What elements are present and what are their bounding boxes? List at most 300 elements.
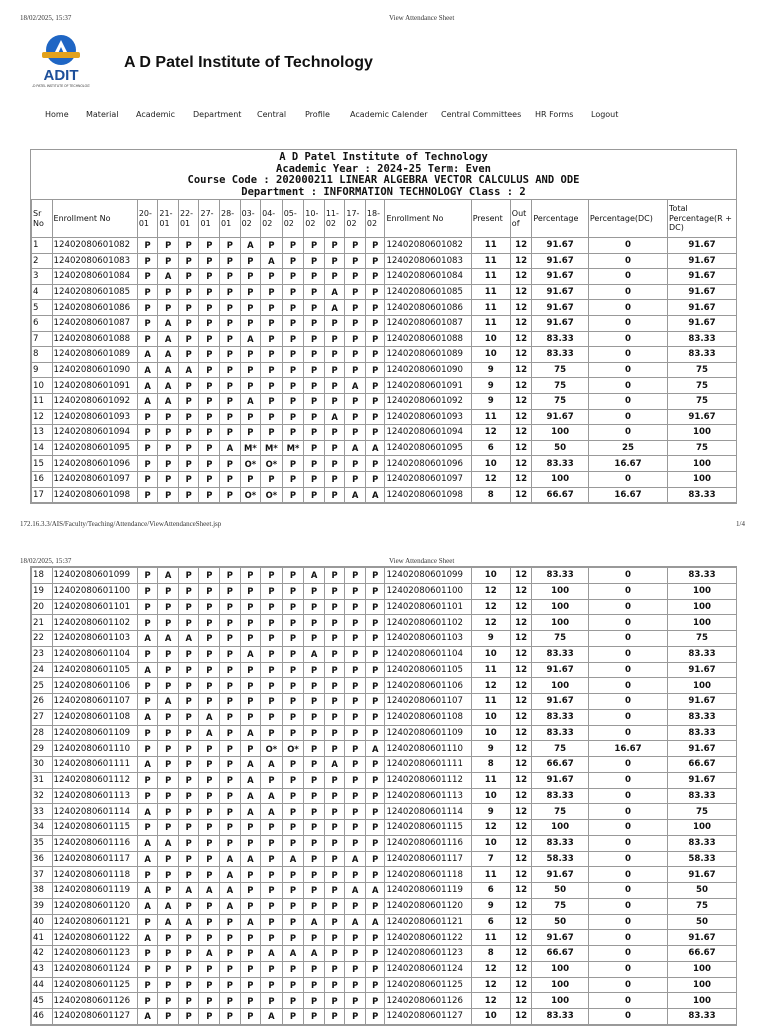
attendance-status-cell: P (282, 331, 304, 347)
attendance-status-cell: P (178, 238, 199, 254)
stat-cell: 91.67 (532, 694, 589, 710)
attendance-status-cell: P (240, 662, 261, 678)
attendance-status-cell: P (240, 284, 261, 300)
attendance-status-cell: P (324, 993, 345, 1009)
attendance-status-cell: P (304, 583, 325, 599)
attendance-status-cell: P (158, 741, 179, 757)
stat-cell: 0 (588, 238, 667, 254)
stat-cell: 12 (510, 425, 532, 441)
stat-cell: 91.67 (532, 867, 589, 883)
stat-cell: 66.67 (668, 757, 737, 773)
attendance-status-cell: P (158, 930, 179, 946)
enrollment-cell: 12402080601126 (52, 993, 137, 1009)
table-row (32, 741, 737, 757)
attendance-status-cell: P (282, 961, 304, 977)
attendance-status-cell: A (261, 253, 283, 269)
attendance-status-cell: P (261, 238, 283, 254)
attendance-status-cell: P (240, 425, 261, 441)
attendance-status-cell: P (199, 269, 220, 285)
stat-cell: 0 (588, 347, 667, 363)
attendance-status-cell: P (365, 977, 385, 993)
attendance-status-cell: P (304, 851, 325, 867)
attendance-status-cell: A (324, 409, 345, 425)
attendance-status-cell: P (282, 725, 304, 741)
adit-logo-icon[interactable] (32, 32, 90, 96)
stat-cell: 0 (588, 772, 667, 788)
column-header: 17-02 (345, 200, 366, 238)
attendance-status-cell: A (199, 946, 220, 962)
stat-cell: 12 (471, 425, 510, 441)
column-header: 20-01 (137, 200, 158, 238)
attendance-status-cell: P (220, 694, 241, 710)
attendance-status-cell: A (240, 804, 261, 820)
table-row (32, 993, 737, 1009)
attendance-status-cell: P (137, 678, 158, 694)
stat-cell: 0 (588, 930, 667, 946)
attendance-status-cell: P (178, 440, 199, 456)
attendance-status-cell: P (220, 788, 241, 804)
attendance-status-cell: P (158, 1009, 179, 1025)
nav-central-committees[interactable]: Central Committees (441, 110, 522, 119)
attendance-status-cell: A (365, 440, 385, 456)
enrollment-cell: 12402080601111 (385, 757, 471, 773)
attendance-status-cell: P (178, 599, 199, 615)
stat-cell: 9 (471, 741, 510, 757)
stat-cell: 83.33 (668, 646, 737, 662)
attendance-status-cell: P (365, 993, 385, 1009)
attendance-status-cell: P (345, 993, 366, 1009)
attendance-status-cell: P (240, 1009, 261, 1025)
table-row (32, 284, 737, 300)
sr-no-cell: 25 (32, 678, 53, 694)
stat-cell: 12 (510, 757, 532, 773)
attendance-status-cell: P (199, 851, 220, 867)
attendance-status-cell: P (220, 409, 241, 425)
attendance-status-cell: A (365, 741, 385, 757)
stat-cell: 12 (510, 946, 532, 962)
attendance-status-cell: P (365, 961, 385, 977)
attendance-status-cell: P (158, 709, 179, 725)
table-row (32, 757, 737, 773)
stat-cell: 12 (510, 393, 532, 409)
attendance-status-cell: A (324, 284, 345, 300)
attendance-status-cell: P (137, 331, 158, 347)
attendance-status-cell: P (304, 487, 325, 503)
stat-cell: 12 (510, 300, 532, 316)
attendance-status-cell: A (158, 378, 179, 394)
attendance-status-cell: P (261, 315, 283, 331)
sr-no-cell: 30 (32, 757, 53, 773)
attendance-status-cell: P (240, 867, 261, 883)
attendance-status-cell: P (365, 788, 385, 804)
column-header: 22-01 (178, 200, 199, 238)
sr-no-cell: 19 (32, 583, 53, 599)
stat-cell: 83.33 (532, 646, 589, 662)
stat-cell: 0 (588, 709, 667, 725)
stat-cell: 12 (510, 440, 532, 456)
sr-no-cell: 2 (32, 253, 53, 269)
attendance-status-cell: P (365, 378, 385, 394)
attendance-status-cell: A (137, 362, 158, 378)
stat-cell: 0 (588, 615, 667, 631)
attendance-status-cell: P (365, 393, 385, 409)
attendance-status-cell: P (324, 315, 345, 331)
attendance-status-cell: P (199, 568, 220, 584)
attendance-status-cell: A (137, 378, 158, 394)
sr-no-cell: 35 (32, 835, 53, 851)
attendance-status-cell: A (158, 362, 179, 378)
attendance-status-cell: P (199, 378, 220, 394)
attendance-status-cell: P (178, 851, 199, 867)
sr-no-cell: 27 (32, 709, 53, 725)
stat-cell: 0 (588, 993, 667, 1009)
attendance-status-cell: A (240, 331, 261, 347)
enrollment-cell: 12402080601097 (52, 471, 137, 487)
table-row (32, 393, 737, 409)
stat-cell: 6 (471, 883, 510, 899)
attendance-status-cell: P (261, 362, 283, 378)
stat-cell: 91.67 (668, 300, 737, 316)
attendance-status-cell: P (199, 615, 220, 631)
stat-cell: 8 (471, 757, 510, 773)
sr-no-cell: 20 (32, 599, 53, 615)
attendance-status-cell: P (324, 253, 345, 269)
stat-cell: 9 (471, 378, 510, 394)
attendance-status-cell: P (324, 851, 345, 867)
stat-cell: 100 (668, 599, 737, 615)
stat-cell: 12 (510, 820, 532, 836)
attendance-status-cell: P (199, 284, 220, 300)
enrollment-cell: 12402080601122 (385, 930, 471, 946)
attendance-status-cell: A (240, 646, 261, 662)
attendance-status-cell: P (220, 662, 241, 678)
attendance-status-cell: P (304, 456, 325, 472)
attendance-status-cell: P (178, 253, 199, 269)
attendance-status-cell: P (365, 269, 385, 285)
stat-cell: 9 (471, 804, 510, 820)
attendance-status-cell: P (345, 269, 366, 285)
nav-profile[interactable]: Profile (305, 110, 330, 119)
attendance-status-cell: A (261, 788, 283, 804)
enrollment-cell: 12402080601109 (385, 725, 471, 741)
attendance-status-cell: P (240, 300, 261, 316)
stat-cell: 75 (668, 631, 737, 647)
attendance-status-cell: P (137, 946, 158, 962)
attendance-status-cell: P (158, 599, 179, 615)
attendance-status-cell: O* (261, 456, 283, 472)
attendance-status-cell: P (240, 315, 261, 331)
attendance-status-cell: P (261, 930, 283, 946)
attendance-status-cell: P (178, 456, 199, 472)
stat-cell: 0 (588, 315, 667, 331)
table-row (32, 300, 737, 316)
attendance-status-cell: P (220, 393, 241, 409)
attendance-status-cell: P (365, 725, 385, 741)
attendance-status-cell: A (178, 631, 199, 647)
attendance-status-cell: P (324, 331, 345, 347)
attendance-status-cell: P (324, 1009, 345, 1025)
stat-cell: 11 (471, 409, 510, 425)
attendance-status-cell: P (137, 583, 158, 599)
stat-cell: 100 (532, 993, 589, 1009)
stat-cell: 11 (471, 253, 510, 269)
attendance-status-cell: P (324, 378, 345, 394)
attendance-status-cell: P (365, 238, 385, 254)
stat-cell: 16.67 (588, 456, 667, 472)
attendance-status-cell: P (158, 238, 179, 254)
enrollment-cell: 12402080601102 (385, 615, 471, 631)
nav-academic-calender[interactable]: Academic Calender (350, 110, 428, 119)
sr-no-cell: 29 (32, 741, 53, 757)
stat-cell: 12 (510, 883, 532, 899)
attendance-status-cell: P (137, 914, 158, 930)
attendance-status-cell: P (304, 253, 325, 269)
stat-cell: 9 (471, 393, 510, 409)
attendance-status-cell: P (178, 946, 199, 962)
stat-cell: 12 (471, 471, 510, 487)
stat-cell: 12 (510, 914, 532, 930)
nav-academic[interactable]: Academic (136, 110, 176, 119)
attendance-status-cell: P (304, 694, 325, 710)
stat-cell: 8 (471, 487, 510, 503)
attendance-status-cell: P (304, 440, 325, 456)
attendance-status-cell: A (345, 914, 366, 930)
attendance-status-cell: P (199, 898, 220, 914)
stat-cell: 12 (471, 977, 510, 993)
attendance-status-cell: P (282, 583, 304, 599)
stat-cell: 91.67 (668, 694, 737, 710)
attendance-status-cell: P (137, 253, 158, 269)
attendance-status-cell: P (240, 568, 261, 584)
stat-cell: 0 (588, 898, 667, 914)
stat-cell: 83.33 (668, 788, 737, 804)
attendance-status-cell: P (324, 694, 345, 710)
attendance-status-cell: P (324, 772, 345, 788)
attendance-status-cell: P (199, 440, 220, 456)
attendance-status-cell: P (282, 253, 304, 269)
attendance-status-cell: P (324, 835, 345, 851)
stat-cell: 12 (510, 772, 532, 788)
attendance-status-cell: P (324, 898, 345, 914)
enrollment-cell: 12402080601087 (385, 315, 471, 331)
attendance-status-cell: P (365, 930, 385, 946)
enrollment-cell: 12402080601094 (52, 425, 137, 441)
stat-cell: 83.33 (668, 1009, 737, 1025)
attendance-status-cell: P (324, 914, 345, 930)
stat-cell: 83.33 (532, 456, 589, 472)
stat-cell: 100 (532, 678, 589, 694)
nav-central[interactable]: Central (257, 110, 287, 119)
attendance-status-cell: P (365, 946, 385, 962)
nav-home[interactable]: Home (45, 110, 69, 119)
nav-department[interactable]: Department (193, 110, 242, 119)
attendance-status-cell: P (137, 615, 158, 631)
stat-cell: 11 (471, 930, 510, 946)
attendance-status-cell: P (137, 300, 158, 316)
table-row (32, 362, 737, 378)
enrollment-cell: 12402080601112 (52, 772, 137, 788)
column-header: 11-02 (324, 200, 345, 238)
attendance-status-cell: A (158, 347, 179, 363)
sr-no-cell: 9 (32, 362, 53, 378)
stat-cell: 75 (532, 741, 589, 757)
table-row (32, 709, 737, 725)
attendance-status-cell: A (220, 883, 241, 899)
attendance-status-cell: A (345, 883, 366, 899)
table-row (32, 930, 737, 946)
stat-cell: 12 (471, 820, 510, 836)
nav-logout[interactable]: Logout (591, 110, 619, 119)
attendance-status-cell: P (220, 568, 241, 584)
attendance-status-cell: P (137, 741, 158, 757)
enrollment-cell: 12402080601105 (52, 662, 137, 678)
stat-cell: 12 (510, 599, 532, 615)
enrollment-cell: 12402080601103 (385, 631, 471, 647)
stat-cell: 10 (471, 568, 510, 584)
attendance-status-cell: A (199, 883, 220, 899)
sr-no-cell: 7 (32, 331, 53, 347)
attendance-status-cell: P (324, 631, 345, 647)
attendance-status-cell: P (261, 977, 283, 993)
attendance-status-cell: P (345, 835, 366, 851)
attendance-status-cell: P (158, 788, 179, 804)
stat-cell: 11 (471, 284, 510, 300)
attendance-status-cell: P (137, 284, 158, 300)
attendance-status-cell: P (158, 300, 179, 316)
column-header: 27-01 (199, 200, 220, 238)
stat-cell: 10 (471, 709, 510, 725)
attendance-status-cell: P (261, 583, 283, 599)
attendance-status-cell: P (240, 709, 261, 725)
attendance-status-cell: A (137, 930, 158, 946)
attendance-status-cell: A (345, 851, 366, 867)
attendance-status-cell: P (261, 568, 283, 584)
attendance-status-cell: P (324, 583, 345, 599)
attendance-status-cell: P (220, 646, 241, 662)
attendance-status-cell: P (282, 977, 304, 993)
stat-cell: 100 (532, 615, 589, 631)
attendance-status-cell: P (345, 804, 366, 820)
stat-cell: 0 (588, 471, 667, 487)
column-header: Total Percentage(R + DC) (668, 200, 737, 238)
enrollment-cell: 12402080601093 (385, 409, 471, 425)
attendance-status-cell: P (345, 315, 366, 331)
attendance-status-cell: A (158, 393, 179, 409)
attendance-status-cell: P (178, 284, 199, 300)
column-header: Percentage (532, 200, 589, 238)
attendance-status-cell: P (324, 930, 345, 946)
attendance-status-cell: P (158, 583, 179, 599)
attendance-status-cell: P (240, 269, 261, 285)
stat-cell: 12 (471, 961, 510, 977)
stat-cell: 83.33 (668, 331, 737, 347)
sr-no-cell: 45 (32, 993, 53, 1009)
attendance-status-cell: P (324, 725, 345, 741)
attendance-status-cell: P (178, 487, 199, 503)
attendance-status-cell: A (137, 898, 158, 914)
stat-cell: 11 (471, 694, 510, 710)
enrollment-cell: 12402080601127 (385, 1009, 471, 1025)
attendance-status-cell: P (178, 393, 199, 409)
attendance-status-cell: A (324, 757, 345, 773)
attendance-status-cell: P (345, 1009, 366, 1025)
stat-cell: 83.33 (532, 788, 589, 804)
nav-material[interactable]: Material (86, 110, 119, 119)
enrollment-cell: 12402080601107 (385, 694, 471, 710)
stat-cell: 100 (668, 977, 737, 993)
table-row (32, 867, 737, 883)
attendance-status-cell: M* (282, 440, 304, 456)
enrollment-cell: 12402080601124 (52, 961, 137, 977)
table-row (32, 1009, 737, 1025)
attendance-status-cell: P (345, 425, 366, 441)
attendance-status-cell: P (158, 487, 179, 503)
attendance-status-cell: P (304, 993, 325, 1009)
attendance-status-cell: O* (261, 487, 283, 503)
sheet-header (31, 150, 736, 199)
sr-no-cell: 36 (32, 851, 53, 867)
enrollment-cell: 12402080601098 (385, 487, 471, 503)
attendance-status-cell: P (261, 284, 283, 300)
column-header: Sr No (32, 200, 53, 238)
attendance-status-cell: P (178, 804, 199, 820)
attendance-status-cell: P (199, 238, 220, 254)
attendance-status-cell: P (199, 646, 220, 662)
attendance-status-cell: P (199, 347, 220, 363)
attendance-status-cell: A (137, 883, 158, 899)
attendance-status-cell: P (304, 393, 325, 409)
attendance-status-cell: P (282, 883, 304, 899)
attendance-status-cell: P (282, 315, 304, 331)
stat-cell: 75 (668, 898, 737, 914)
attendance-status-cell: P (261, 898, 283, 914)
attendance-status-cell: P (304, 898, 325, 914)
attendance-status-cell: P (304, 788, 325, 804)
enrollment-cell: 12402080601086 (385, 300, 471, 316)
attendance-status-cell: P (240, 930, 261, 946)
sr-no-cell: 38 (32, 883, 53, 899)
sheet-department: Department : INFORMATION TECHNOLOGY Class : 2 (241, 185, 526, 198)
attendance-status-cell: P (365, 757, 385, 773)
attendance-status-cell: P (365, 253, 385, 269)
attendance-status-cell: P (158, 725, 179, 741)
attendance-status-cell: P (158, 253, 179, 269)
attendance-status-cell: P (199, 867, 220, 883)
attendance-status-cell: P (324, 269, 345, 285)
stat-cell: 0 (588, 284, 667, 300)
enrollment-cell: 12402080601106 (385, 678, 471, 694)
attendance-status-cell: P (324, 662, 345, 678)
attendance-status-cell: P (220, 583, 241, 599)
attendance-status-cell: P (304, 662, 325, 678)
stat-cell: 50 (668, 883, 737, 899)
attendance-status-cell: A (304, 946, 325, 962)
stat-cell: 12 (510, 835, 532, 851)
attendance-status-cell: P (365, 300, 385, 316)
sr-no-cell: 33 (32, 804, 53, 820)
attendance-status-cell: P (137, 487, 158, 503)
enrollment-cell: 12402080601125 (52, 977, 137, 993)
attendance-status-cell: P (199, 835, 220, 851)
attendance-table-continued (31, 567, 737, 1025)
attendance-status-cell: P (282, 820, 304, 836)
nav-hr-forms[interactable]: HR Forms (535, 110, 574, 119)
attendance-status-cell: P (178, 772, 199, 788)
attendance-status-cell: P (261, 378, 283, 394)
enrollment-cell: 12402080601083 (385, 253, 471, 269)
attendance-status-cell: P (324, 599, 345, 615)
enrollment-cell: 12402080601098 (52, 487, 137, 503)
